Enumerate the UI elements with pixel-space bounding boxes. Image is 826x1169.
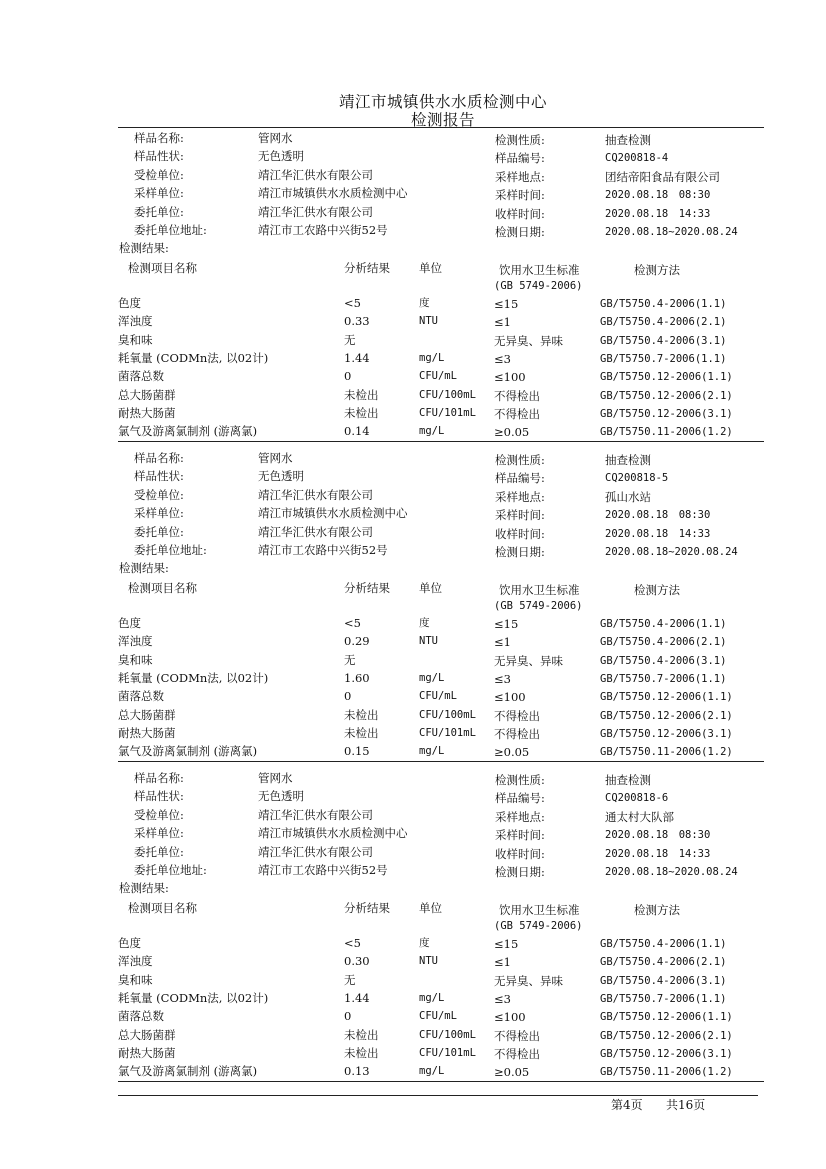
result-item: 臭和味 — [118, 333, 153, 347]
value-receive-time: 2020.08.18 14:33 — [605, 208, 711, 220]
result-unit: mg/L — [419, 992, 445, 1004]
label-client-unit: 委托单位: — [134, 845, 184, 859]
result-standard: 无异臭、异味 — [494, 654, 563, 668]
result-value: 未检出 — [344, 388, 379, 402]
result-standard: ≤3 — [494, 672, 511, 686]
result-unit: mg/L — [419, 745, 445, 757]
result-item: 总大肠菌群 — [118, 388, 176, 402]
result-value: 0 — [344, 1009, 352, 1023]
result-value: 未检出 — [344, 406, 379, 420]
result-standard: ≤15 — [494, 937, 519, 951]
label-client-unit: 委托单位: — [134, 525, 184, 539]
result-standard: ≤100 — [494, 690, 526, 704]
value-sampling-unit: 靖江市城镇供水水质检测中心 — [258, 826, 408, 840]
result-item: 耗氧量 (CODMn法, 以02计) — [118, 991, 269, 1005]
value-sampling-time: 2020.08.18 08:30 — [605, 189, 711, 201]
result-unit: 度 — [419, 937, 430, 949]
value-test-nature: 抽查检测 — [605, 133, 651, 147]
result-standard: ≥0.05 — [494, 1065, 530, 1079]
label-test-date: 检测日期: — [495, 545, 545, 559]
label-client-address: 委托单位地址: — [134, 223, 207, 237]
sample-section-1 — [0, 0, 826, 439]
label-sampling-time: 采样时间: — [495, 508, 545, 522]
result-item: 色度 — [118, 616, 141, 630]
label-inspected-unit: 受检单位: — [134, 808, 184, 822]
result-standard: ≤15 — [494, 617, 519, 631]
result-value: 1.44 — [344, 351, 370, 365]
label-results: 检测结果: — [119, 881, 169, 895]
result-item: 耐热大肠菌 — [118, 406, 176, 420]
result-unit: CFU/101mL — [419, 727, 476, 739]
col-item-header: 检测项目名称 — [128, 901, 197, 915]
result-item: 氯气及游离氯制剂 (游离氯) — [118, 744, 258, 758]
result-unit: CFU/101mL — [419, 1047, 476, 1059]
label-sample-name: 样品名称: — [134, 131, 184, 145]
result-value: 未检出 — [344, 1028, 379, 1042]
result-unit: 度 — [419, 297, 430, 309]
label-client-unit: 委托单位: — [134, 205, 184, 219]
result-unit: NTU — [419, 635, 438, 647]
value-inspected-unit: 靖江华汇供水有限公司 — [258, 808, 373, 822]
result-item: 菌落总数 — [118, 1009, 164, 1023]
col-item-header: 检测项目名称 — [128, 581, 197, 595]
value-sample-name: 管网水 — [258, 131, 293, 145]
result-unit: CFU/100mL — [419, 1029, 476, 1041]
result-value: 无 — [344, 653, 356, 667]
result-unit: mg/L — [419, 425, 445, 437]
value-sampling-site: 孤山水站 — [605, 490, 651, 504]
result-method: GB/T5750.12-2006(3.1) — [600, 408, 733, 420]
result-method: GB/T5750.12-2006(2.1) — [600, 1030, 733, 1042]
value-test-nature: 抽查检测 — [605, 453, 651, 467]
label-sample-state: 样品性状: — [134, 149, 184, 163]
result-value: 0.33 — [344, 314, 370, 328]
col-standard-code: (GB 5749-2006) — [494, 600, 583, 612]
result-item: 耐热大肠菌 — [118, 1046, 176, 1060]
label-sampling-unit: 采样单位: — [134, 186, 184, 200]
result-method: GB/T5750.4-2006(1.1) — [600, 938, 727, 950]
label-receive-time: 收样时间: — [495, 847, 545, 861]
value-test-date: 2020.08.18~2020.08.24 — [605, 866, 738, 878]
value-inspected-unit: 靖江华汇供水有限公司 — [258, 168, 373, 182]
result-standard: 无异臭、异味 — [494, 974, 563, 988]
label-sample-no: 样品编号: — [495, 151, 545, 165]
col-item-header: 检测项目名称 — [128, 261, 197, 275]
result-unit: CFU/mL — [419, 690, 457, 702]
result-unit: mg/L — [419, 672, 445, 684]
value-sampling-site: 通太村大队部 — [605, 810, 674, 824]
value-receive-time: 2020.08.18 14:33 — [605, 528, 711, 540]
result-method: GB/T5750.12-2006(2.1) — [600, 390, 733, 402]
label-sample-state: 样品性状: — [134, 469, 184, 483]
sample-section-2 — [0, 320, 826, 759]
label-sampling-site: 采样地点: — [495, 810, 545, 824]
result-standard: 无异臭、异味 — [494, 334, 563, 348]
result-value: <5 — [344, 616, 361, 630]
result-item: 耐热大肠菌 — [118, 726, 176, 740]
value-sampling-unit: 靖江市城镇供水水质检测中心 — [258, 186, 408, 200]
result-unit: CFU/100mL — [419, 709, 476, 721]
label-inspected-unit: 受检单位: — [134, 488, 184, 502]
label-results: 检测结果: — [119, 561, 169, 575]
result-standard: 不得检出 — [494, 727, 540, 741]
section-rule — [118, 1081, 764, 1082]
result-value: 0.15 — [344, 744, 370, 758]
col-result-header: 分析结果 — [344, 581, 390, 595]
label-sample-name: 样品名称: — [134, 451, 184, 465]
result-method: GB/T5750.12-2006(2.1) — [600, 710, 733, 722]
result-value: 0.14 — [344, 424, 370, 438]
label-sampling-time: 采样时间: — [495, 828, 545, 842]
result-method: GB/T5750.12-2006(1.1) — [600, 691, 733, 703]
result-value: 无 — [344, 973, 356, 987]
value-receive-time: 2020.08.18 14:33 — [605, 848, 711, 860]
result-item: 总大肠菌群 — [118, 1028, 176, 1042]
result-method: GB/T5750.7-2006(1.1) — [600, 993, 727, 1005]
result-standard: ≤100 — [494, 1010, 526, 1024]
value-sampling-unit: 靖江市城镇供水水质检测中心 — [258, 506, 408, 520]
result-standard: 不得检出 — [494, 1047, 540, 1061]
label-test-nature: 检测性质: — [495, 773, 545, 787]
result-standard: ≤1 — [494, 315, 511, 329]
result-method: GB/T5750.4-2006(2.1) — [600, 956, 727, 968]
result-item: 氯气及游离氯制剂 (游离氯) — [118, 1064, 258, 1078]
label-test-date: 检测日期: — [495, 865, 545, 879]
result-value: 未检出 — [344, 1046, 379, 1060]
value-test-date: 2020.08.18~2020.08.24 — [605, 546, 738, 558]
label-test-nature: 检测性质: — [495, 453, 545, 467]
value-sample-name: 管网水 — [258, 451, 293, 465]
result-value: 0.13 — [344, 1064, 370, 1078]
result-method: GB/T5750.11-2006(1.2) — [600, 746, 733, 758]
result-item: 耗氧量 (CODMn法, 以02计) — [118, 671, 269, 685]
col-unit-header: 单位 — [419, 261, 442, 275]
result-method: GB/T5750.7-2006(1.1) — [600, 673, 727, 685]
result-value: 1.44 — [344, 991, 370, 1005]
value-sample-name: 管网水 — [258, 771, 293, 785]
result-value: 0 — [344, 689, 352, 703]
result-value: <5 — [344, 936, 361, 950]
result-unit: CFU/101mL — [419, 407, 476, 419]
result-method: GB/T5750.12-2006(3.1) — [600, 1048, 733, 1060]
value-test-nature: 抽查检测 — [605, 773, 651, 787]
col-standard-header: 饮用水卫生标准 — [499, 903, 580, 917]
label-sampling-unit: 采样单位: — [134, 826, 184, 840]
col-standard-header: 饮用水卫生标准 — [499, 263, 580, 277]
result-unit: NTU — [419, 315, 438, 327]
result-item: 色度 — [118, 296, 141, 310]
label-sampling-site: 采样地点: — [495, 170, 545, 184]
result-unit: CFU/mL — [419, 370, 457, 382]
result-unit: mg/L — [419, 1065, 445, 1077]
value-client-unit: 靖江华汇供水有限公司 — [258, 205, 373, 219]
value-sample-no: CQ200818-5 — [605, 472, 669, 484]
result-item: 浑浊度 — [118, 634, 153, 648]
page-number: 第4页 — [611, 1098, 643, 1112]
result-unit: CFU/mL — [419, 1010, 457, 1022]
result-unit: mg/L — [419, 352, 445, 364]
result-method: GB/T5750.11-2006(1.2) — [600, 1066, 733, 1078]
col-method-header: 检测方法 — [634, 903, 680, 917]
label-sampling-time: 采样时间: — [495, 188, 545, 202]
value-sampling-time: 2020.08.18 08:30 — [605, 829, 711, 841]
col-standard-header: 饮用水卫生标准 — [499, 583, 580, 597]
result-method: GB/T5750.4-2006(2.1) — [600, 636, 727, 648]
value-client-address: 靖江市工农路中兴街52号 — [258, 863, 388, 877]
result-value: 无 — [344, 333, 356, 347]
page-total: 共16页 — [666, 1098, 706, 1112]
label-receive-time: 收样时间: — [495, 207, 545, 221]
result-method: GB/T5750.4-2006(3.1) — [600, 975, 727, 987]
label-receive-time: 收样时间: — [495, 527, 545, 541]
result-standard: ≤1 — [494, 955, 511, 969]
label-results: 检测结果: — [119, 241, 169, 255]
col-standard-code: (GB 5749-2006) — [494, 920, 583, 932]
label-test-nature: 检测性质: — [495, 133, 545, 147]
value-sampling-time: 2020.08.18 08:30 — [605, 509, 711, 521]
label-client-address: 委托单位地址: — [134, 863, 207, 877]
result-value: 0.29 — [344, 634, 370, 648]
col-method-header: 检测方法 — [634, 583, 680, 597]
result-value: 未检出 — [344, 726, 379, 740]
value-sample-state: 无色透明 — [258, 149, 304, 163]
result-standard: ≤100 — [494, 370, 526, 384]
col-method-header: 检测方法 — [634, 263, 680, 277]
label-sample-name: 样品名称: — [134, 771, 184, 785]
result-standard: 不得检出 — [494, 407, 540, 421]
result-standard: 不得检出 — [494, 1029, 540, 1043]
value-test-date: 2020.08.18~2020.08.24 — [605, 226, 738, 238]
result-item: 氯气及游离氯制剂 (游离氯) — [118, 424, 258, 438]
result-method: GB/T5750.7-2006(1.1) — [600, 353, 727, 365]
value-client-address: 靖江市工农路中兴街52号 — [258, 223, 388, 237]
col-unit-header: 单位 — [419, 581, 442, 595]
result-standard: 不得检出 — [494, 709, 540, 723]
value-client-unit: 靖江华汇供水有限公司 — [258, 845, 373, 859]
bottom-rule — [118, 1095, 758, 1096]
result-unit: NTU — [419, 955, 438, 967]
col-unit-header: 单位 — [419, 901, 442, 915]
label-inspected-unit: 受检单位: — [134, 168, 184, 182]
result-standard: ≤3 — [494, 352, 511, 366]
result-method: GB/T5750.4-2006(3.1) — [600, 655, 727, 667]
label-sample-state: 样品性状: — [134, 789, 184, 803]
value-sample-no: CQ200818-4 — [605, 152, 669, 164]
result-method: GB/T5750.12-2006(3.1) — [600, 728, 733, 740]
result-method: GB/T5750.4-2006(2.1) — [600, 316, 727, 328]
result-item: 菌落总数 — [118, 689, 164, 703]
result-standard: ≥0.05 — [494, 745, 530, 759]
value-inspected-unit: 靖江华汇供水有限公司 — [258, 488, 373, 502]
result-item: 浑浊度 — [118, 314, 153, 328]
result-standard: ≤1 — [494, 635, 511, 649]
result-item: 浑浊度 — [118, 954, 153, 968]
col-result-header: 分析结果 — [344, 261, 390, 275]
result-standard: ≤15 — [494, 297, 519, 311]
result-value: 未检出 — [344, 708, 379, 722]
value-sample-no: CQ200818-6 — [605, 792, 669, 804]
result-item: 总大肠菌群 — [118, 708, 176, 722]
value-sample-state: 无色透明 — [258, 469, 304, 483]
label-client-address: 委托单位地址: — [134, 543, 207, 557]
result-method: GB/T5750.4-2006(1.1) — [600, 298, 727, 310]
result-item: 臭和味 — [118, 973, 153, 987]
result-standard: ≥0.05 — [494, 425, 530, 439]
result-method: GB/T5750.12-2006(1.1) — [600, 1011, 733, 1023]
result-value: 0.30 — [344, 954, 370, 968]
value-sampling-site: 团结帝阳食品有限公司 — [605, 170, 720, 184]
result-unit: 度 — [419, 617, 430, 629]
result-item: 耗氧量 (CODMn法, 以02计) — [118, 351, 269, 365]
value-sample-state: 无色透明 — [258, 789, 304, 803]
result-method: GB/T5750.4-2006(1.1) — [600, 618, 727, 630]
report-title: 检测报告 — [410, 111, 475, 129]
value-client-unit: 靖江华汇供水有限公司 — [258, 525, 373, 539]
label-test-date: 检测日期: — [495, 225, 545, 239]
org-title: 靖江市城镇供水水质检测中心 — [338, 93, 547, 111]
result-method: GB/T5750.11-2006(1.2) — [600, 426, 733, 438]
result-standard: ≤3 — [494, 992, 511, 1006]
result-value: 0 — [344, 369, 352, 383]
result-method: GB/T5750.4-2006(3.1) — [600, 335, 727, 347]
value-client-address: 靖江市工农路中兴街52号 — [258, 543, 388, 557]
result-unit: CFU/100mL — [419, 389, 476, 401]
result-value: 1.60 — [344, 671, 370, 685]
sample-section-3 — [0, 640, 826, 1079]
result-item: 色度 — [118, 936, 141, 950]
label-sample-no: 样品编号: — [495, 791, 545, 805]
label-sampling-unit: 采样单位: — [134, 506, 184, 520]
result-standard: 不得检出 — [494, 389, 540, 403]
col-result-header: 分析结果 — [344, 901, 390, 915]
result-method: GB/T5750.12-2006(1.1) — [600, 371, 733, 383]
label-sampling-site: 采样地点: — [495, 490, 545, 504]
label-sample-no: 样品编号: — [495, 471, 545, 485]
result-item: 臭和味 — [118, 653, 153, 667]
result-item: 菌落总数 — [118, 369, 164, 383]
col-standard-code: (GB 5749-2006) — [494, 280, 583, 292]
result-value: <5 — [344, 296, 361, 310]
